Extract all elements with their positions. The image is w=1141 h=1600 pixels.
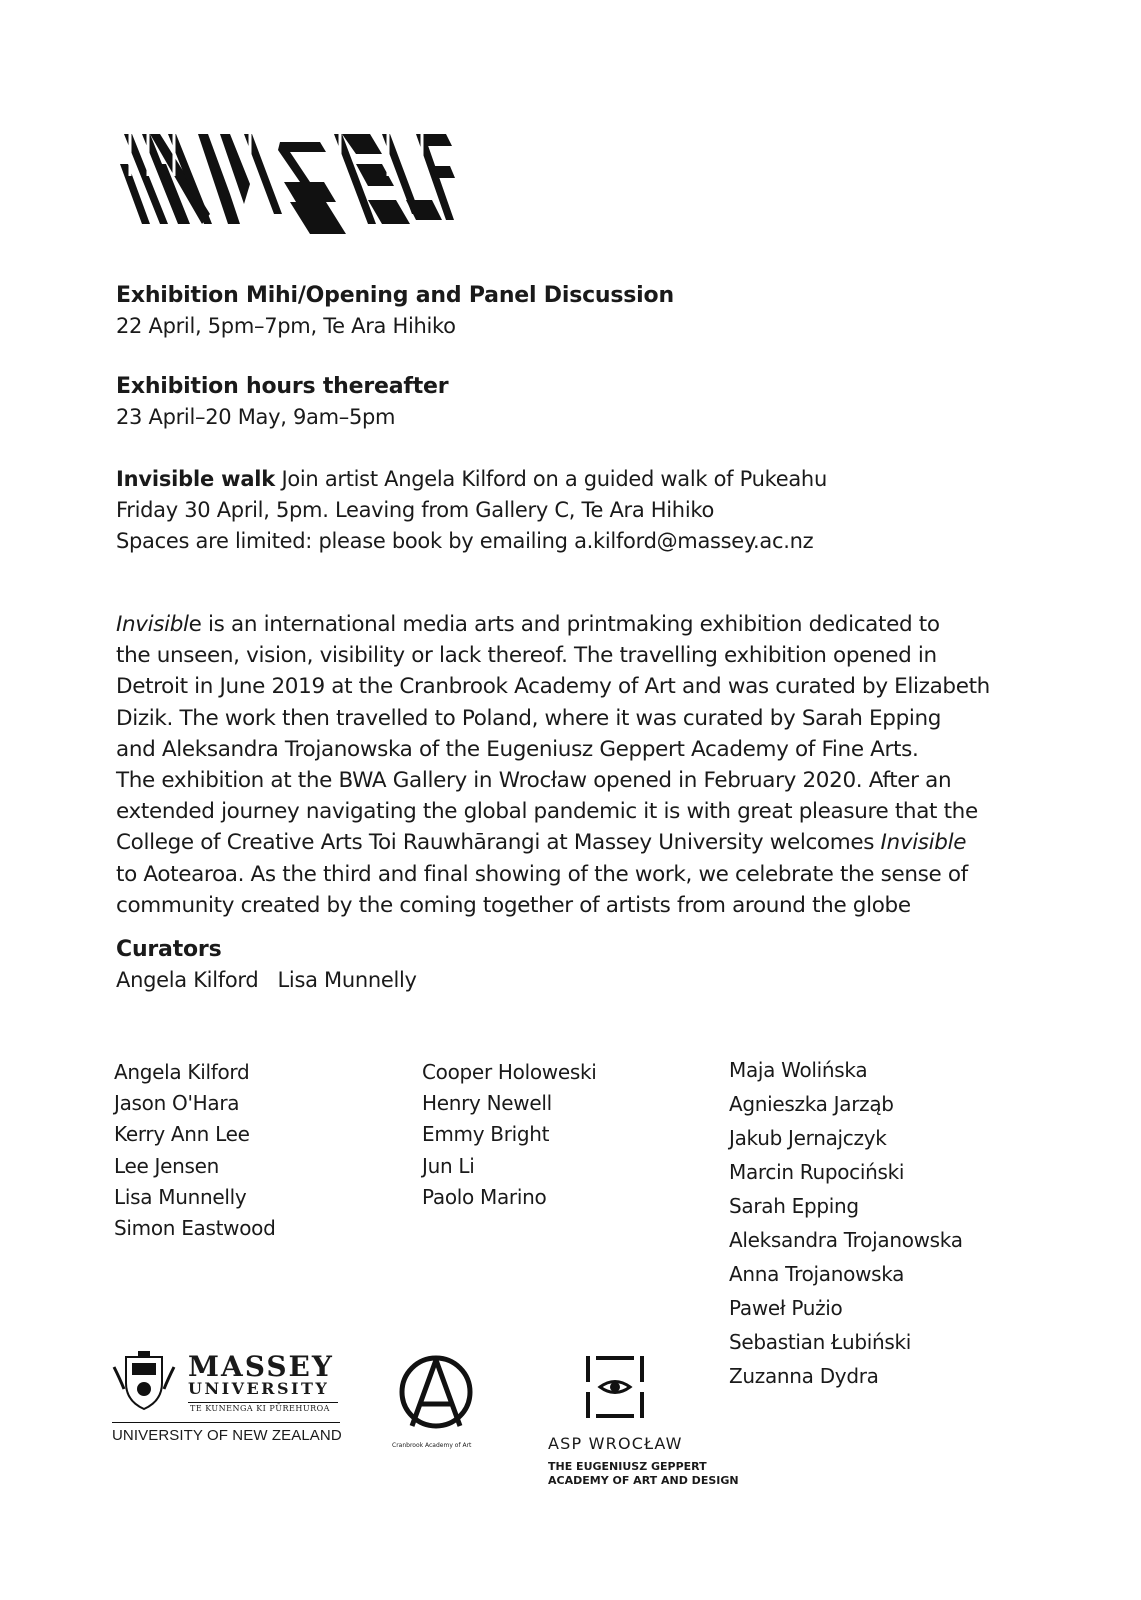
walk-line2: Friday 30 April, 5pm. Leaving from Gallery C, Te Ara Hihiko (116, 498, 715, 522)
artist-name: Anna Trojanowska (729, 1262, 905, 1286)
artist-name: Paolo Marino (422, 1184, 547, 1209)
artist-name: Jun Li (422, 1153, 475, 1178)
artist-name: Lee Jensen (114, 1153, 220, 1178)
asp-line2: ACADEMY OF ART AND DESIGN (548, 1474, 739, 1487)
invisible-logo (120, 124, 455, 238)
description-line: to Aotearoa. As the third and final showing of the work, we celebrate the sense of (116, 861, 968, 887)
massey-sub: UNIVERSITY (188, 1379, 330, 1398)
artist-name: Sarah Epping (729, 1194, 859, 1218)
artists-column-2 (422, 1057, 597, 1213)
opening-detail: 22 April, 5pm–7pm, Te Ara Hihiko (116, 314, 456, 338)
description-line: community created by the coming together of artists from around the globe (116, 892, 911, 918)
artist-name: Lisa Munnelly (114, 1184, 247, 1209)
artist-name: Jason O'Hara (114, 1091, 240, 1116)
description-line: Dizik. The work then travelled to Poland, where it was curated by Sarah Epping (116, 705, 942, 731)
curators-names: Angela Kilford Lisa Munnelly (116, 968, 417, 992)
invisible-logo-graphic (120, 124, 455, 234)
description-line-1: e is an international media arts and printmaking exhibition dedicated to (188, 612, 940, 637)
artists-column-3 (729, 1053, 963, 1393)
description-line: The exhibition at the BWA Gallery in Wrocław opened in February 2020. After an (116, 768, 952, 794)
artist-name: Paweł Pużio (729, 1296, 843, 1320)
artist-name: Jakub Jernajczyk (729, 1126, 887, 1150)
asp-eye-icon (580, 1352, 650, 1422)
artist-name: Angela Kilford (114, 1060, 250, 1084)
description-line: Detroit in June 2019 at the Cranbrook Academy of Art and was curated by Elizabeth (116, 674, 990, 700)
artist-name: Kerry Ann Lee (114, 1122, 250, 1147)
description-line: and Aleksandra Trojanowska of the Eugeniusz Geppert Academy of Fine Arts. (116, 736, 919, 762)
cranbrook-tag: Cranbrook Academy of Art (392, 1442, 472, 1449)
artist-name: Zuzanna Dydra (729, 1364, 879, 1388)
artist-name: Cooper Holoweski (422, 1060, 597, 1084)
artist-name: Marcin Rupociński (729, 1160, 905, 1184)
artists-column-1 (114, 1057, 275, 1244)
walk-event (116, 464, 827, 557)
walk-title: Invisible walk (116, 467, 276, 491)
hours-event (116, 372, 448, 433)
walk-line1: Join artist Angela Kilford on a guided walk of Pukeahu (275, 467, 827, 491)
description-line-8: College of Creative Arts Toi Rauwhārangi at Massey University welcomes (116, 830, 881, 856)
curators-title: Curators (116, 937, 222, 962)
massey-name: MASSEY (188, 1350, 334, 1383)
cranbrook-mark-icon (396, 1352, 476, 1432)
artist-name: Maja Wolińska (729, 1058, 868, 1082)
artist-name: Aleksandra Trojanowska (729, 1228, 963, 1252)
artist-name: Henry Newell (422, 1091, 552, 1116)
hours-title: Exhibition hours thereafter (116, 374, 449, 399)
curators (116, 935, 417, 996)
massey-tag: UNIVERSITY OF NEW ZEALAND (112, 1427, 342, 1444)
description-italic-title: Invisibl (116, 612, 189, 637)
description-italic-title-2: Invisible (880, 830, 967, 856)
massey-crest-icon (112, 1349, 176, 1411)
hours-detail: 23 April–20 May, 9am–5pm (116, 405, 396, 429)
walk-line3[interactable]: Spaces are limited: please book by emailing a.kilford@massey.ac.nz (116, 529, 814, 553)
artist-name: Emmy Bright (422, 1122, 550, 1147)
exhibition-description (116, 609, 1116, 921)
description-line: extended journey navigating the global pandemic it is with great pleasure that the (116, 799, 978, 825)
asp-name: ASP WROCŁAW (548, 1434, 683, 1453)
artist-name: Sebastian Łubiński (729, 1330, 912, 1354)
artist-name: Agnieszka Jarząb (729, 1092, 894, 1116)
artist-name: Simon Eastwood (114, 1216, 276, 1241)
description-line: the unseen, vision, visibility or lack thereof. The travelling exhibition opened in (116, 643, 937, 669)
massey-motto: TE KUNENGA KI PŪREHUROA (190, 1404, 330, 1413)
opening-event (116, 281, 674, 342)
opening-title: Exhibition Mihi/Opening and Panel Discussion (116, 283, 674, 308)
asp-line1: THE EUGENIUSZ GEPPERT (548, 1460, 707, 1473)
